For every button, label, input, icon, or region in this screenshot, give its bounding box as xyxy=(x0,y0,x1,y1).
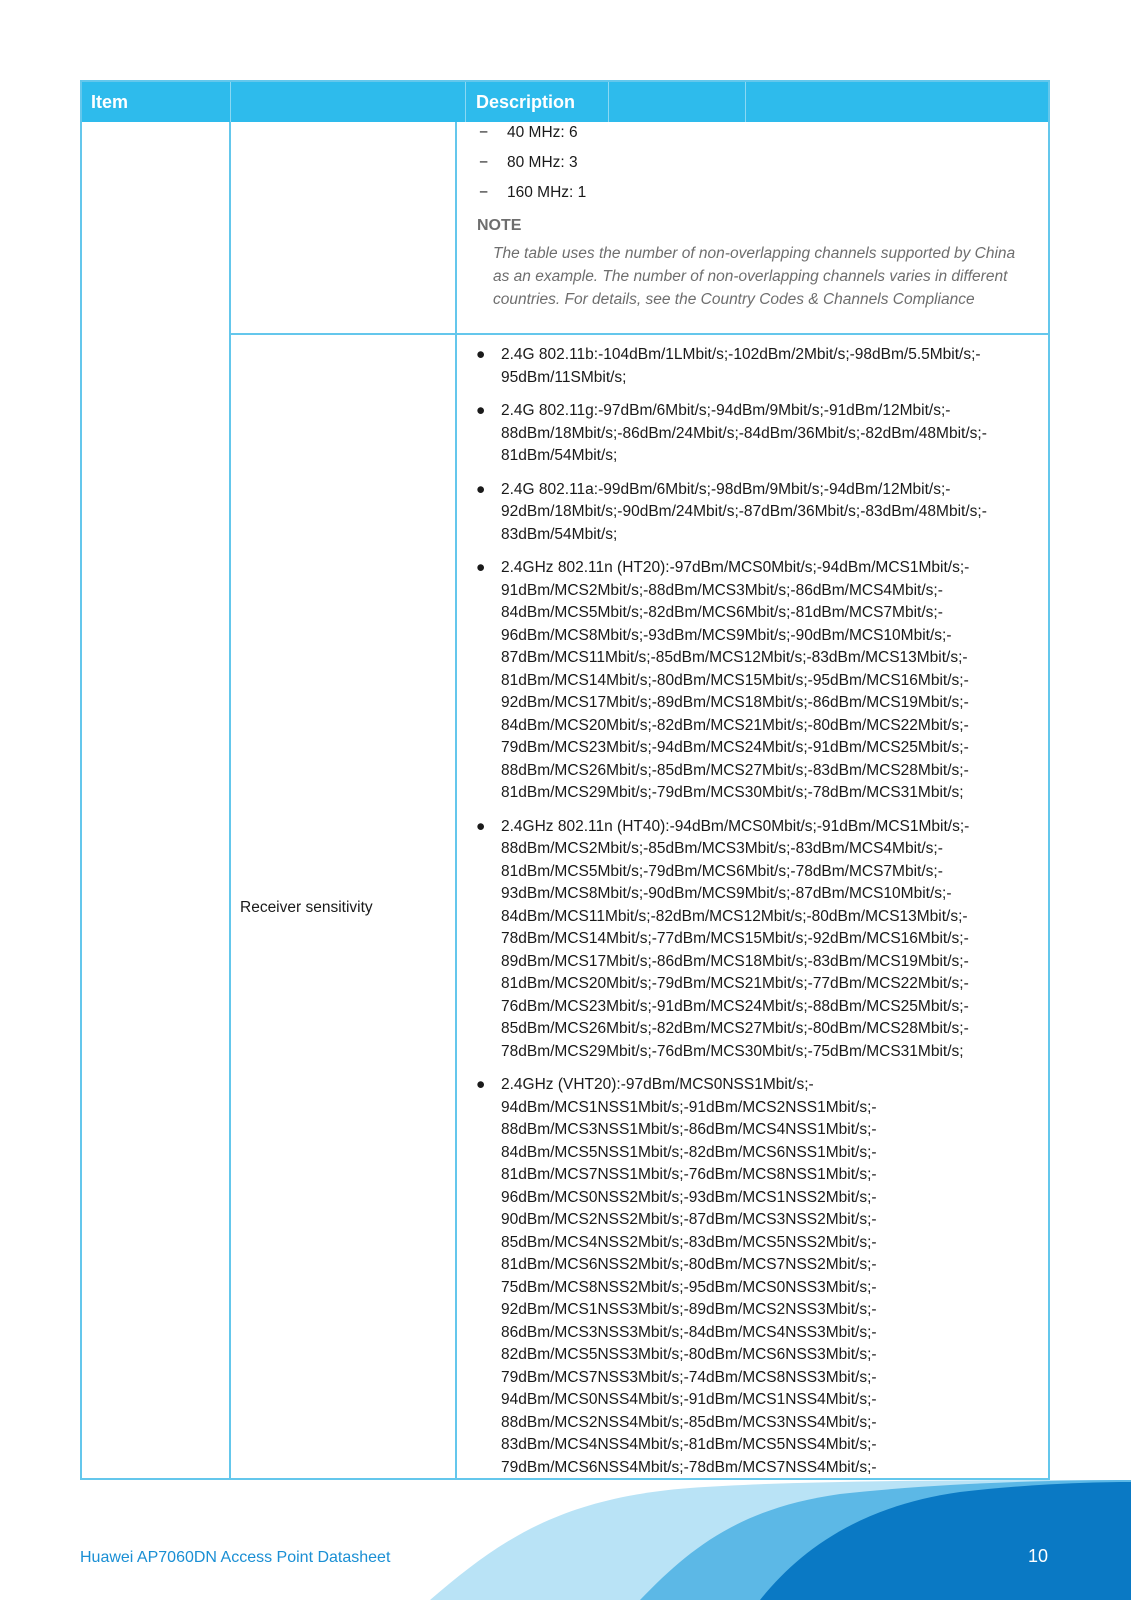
note-text: The table uses the number of non-overlapping channels supported by China as an example. The number of non-overlapping channels varies in different countries. For details, see the Country Codes & Channels Compliance xyxy=(493,245,1016,308)
sensitivity-line: 84dBm/MCS20Mbit/s;-82dBm/MCS21Mbit/s;-80dBm/MCS22Mbit/s;- xyxy=(501,716,969,734)
sensitivity-line: 83dBm/MCS4NSS4Mbit/s;-81dBm/MCS5NSS4Mbit/s;- xyxy=(501,1436,877,1453)
sensitivity-line: 88dBm/18Mbit/s;-86dBm/24Mbit/s;-84dBm/36Mbit/s;-82dBm/48Mbit/s;- xyxy=(501,424,987,442)
sensitivity-line: 86dBm/MCS3NSS3Mbit/s;-84dBm/MCS4NSS3Mbit/s;- xyxy=(501,1323,877,1341)
bullet-marker: ● xyxy=(476,1076,486,1093)
header-divider xyxy=(465,82,466,122)
header-item: Item xyxy=(91,92,129,112)
sensitivity-line: 82dBm/MCS5NSS3Mbit/s;-80dBm/MCS6NSS3Mbit/s;- xyxy=(501,1346,877,1363)
header-divider xyxy=(745,82,746,122)
sensitivity-line: 79dBm/MCS23Mbit/s;-94dBm/MCS24Mbit/s;-91dBm/MCS25Mbit/s;- xyxy=(501,739,969,756)
sensitivity-line: 89dBm/MCS17Mbit/s;-86dBm/MCS18Mbit/s;-83dBm/MCS19Mbit/s;- xyxy=(501,952,969,970)
sensitivity-line: 96dBm/MCS8Mbit/s;-93dBm/MCS9Mbit/s;-90dBm/MCS10Mbit/s;- xyxy=(501,626,952,644)
footer-wave-graphic xyxy=(0,1480,1131,1600)
bullet-marker: ● xyxy=(476,480,486,498)
sensitivity-line: 2.4GHz 802.11n (HT20):-97dBm/MCS0Mbit/s;-94dBm/MCS1Mbit/s;- xyxy=(501,559,970,576)
list-item xyxy=(465,557,1040,805)
sensitivity-line: 95dBm/11SMbit/s; xyxy=(501,368,627,386)
bullet-marker: ● xyxy=(476,817,486,835)
list-item xyxy=(465,1074,1040,1479)
sensitivity-line: 94dBm/MCS0NSS4Mbit/s;-91dBm/MCS1NSS4Mbit/s;- xyxy=(501,1391,877,1408)
dash-marker: − xyxy=(479,184,489,201)
receiver-sensitivity-label: Receiver sensitivity xyxy=(240,899,373,916)
dash-marker: − xyxy=(479,154,489,171)
header-divider xyxy=(608,82,609,122)
sensitivity-line: 81dBm/MCS14Mbit/s;-80dBm/MCS15Mbit/s;-95dBm/MCS16Mbit/s;- xyxy=(501,671,969,689)
sensitivity-line: 88dBm/MCS2NSS4Mbit/s;-85dBm/MCS3NSS4Mbit/s;- xyxy=(501,1413,877,1431)
sensitivity-line: 81dBm/54Mbit/s; xyxy=(501,447,618,464)
page-number: 10 xyxy=(1028,1546,1049,1566)
sensitivity-line: 81dBm/MCS5Mbit/s;-79dBm/MCS6Mbit/s;-78dBm/MCS7Mbit/s;- xyxy=(501,862,943,880)
bullet-marker: ● xyxy=(476,346,486,363)
list-item xyxy=(465,816,1040,1064)
sensitivity-line: 84dBm/MCS11Mbit/s;-82dBm/MCS12Mbit/s;-80dBm/MCS13Mbit/s;- xyxy=(501,907,968,925)
sensitivity-line: 84dBm/MCS5NSS1Mbit/s;-82dBm/MCS6NSS1Mbit/s;- xyxy=(501,1143,877,1161)
sensitivity-line: 78dBm/MCS14Mbit/s;-77dBm/MCS15Mbit/s;-92dBm/MCS16Mbit/s;- xyxy=(501,930,969,947)
sensitivity-line: 87dBm/MCS11Mbit/s;-85dBm/MCS12Mbit/s;-83dBm/MCS13Mbit/s;- xyxy=(501,649,968,666)
footer-title: Huawei AP7060DN Access Point Datasheet xyxy=(80,1549,391,1566)
sensitivity-line: 2.4GHz (VHT20):-97dBm/MCS0NSS1Mbit/s;- xyxy=(501,1076,814,1093)
table-header xyxy=(82,82,1048,122)
note-label: NOTE xyxy=(477,217,522,234)
sensitivity-line: 88dBm/MCS3NSS1Mbit/s;-86dBm/MCS4NSS1Mbit/s;- xyxy=(501,1121,877,1138)
sensitivity-line: 81dBm/MCS7NSS1Mbit/s;-76dBm/MCS8NSS1Mbit/s;- xyxy=(501,1166,877,1183)
column-divider xyxy=(455,122,457,1478)
sensitivity-line: 96dBm/MCS0NSS2Mbit/s;-93dBm/MCS1NSS2Mbit/s;- xyxy=(501,1188,877,1206)
bullet-marker: ● xyxy=(476,559,486,576)
list-item xyxy=(465,400,1040,468)
receiver-sensitivity-list xyxy=(465,344,1040,1490)
sensitivity-line: 79dBm/MCS6NSS4Mbit/s;-78dBm/MCS7NSS4Mbit/s;- xyxy=(501,1458,877,1476)
sensitivity-line: 91dBm/MCS2Mbit/s;-88dBm/MCS3Mbit/s;-86dBm/MCS4Mbit/s;- xyxy=(501,581,943,599)
sensitivity-line: 79dBm/MCS7NSS3Mbit/s;-74dBm/MCS8NSS3Mbit/s;- xyxy=(501,1368,877,1386)
channels-cell: − 40 MHz: 6 − 80 MHz: 3 − 160 MHz: 1 NOTE The table uses the number of non-overlapping channels supported by China as an example. The number of non-overlapping channels varies in different countries. For details, see the Country Codes & Channels Compliance xyxy=(465,122,1040,338)
sensitivity-line: 85dBm/MCS26Mbit/s;-82dBm/MCS27Mbit/s;-80dBm/MCS28Mbit/s;- xyxy=(501,1020,969,1037)
sensitivity-line: 92dBm/MCS1NSS3Mbit/s;-89dBm/MCS2NSS3Mbit/s;- xyxy=(501,1301,877,1318)
spec-table xyxy=(80,80,1050,1480)
column-divider xyxy=(229,122,231,1478)
sensitivity-line: 81dBm/MCS20Mbit/s;-79dBm/MCS21Mbit/s;-77dBm/MCS22Mbit/s;- xyxy=(501,975,969,992)
sensitivity-line: 85dBm/MCS4NSS2Mbit/s;-83dBm/MCS5NSS2Mbit/s;- xyxy=(501,1233,877,1251)
sensitivity-line: 2.4GHz 802.11n (HT40):-94dBm/MCS0Mbit/s;-91dBm/MCS1Mbit/s;- xyxy=(501,817,970,835)
bullet-marker: ● xyxy=(476,402,486,419)
sensitivity-line: 90dBm/MCS2NSS2Mbit/s;-87dBm/MCS3NSS2Mbit/s;- xyxy=(501,1211,877,1228)
sensitivity-line: 83dBm/54Mbit/s; xyxy=(501,525,618,543)
list-item xyxy=(465,479,1040,547)
sensitivity-line: 2.4G 802.11b:-104dBm/1LMbit/s;-102dBm/2Mbit/s;-98dBm/5.5Mbit/s;- xyxy=(501,346,981,363)
sensitivity-line: 94dBm/MCS1NSS1Mbit/s;-91dBm/MCS2NSS1Mbit/s;- xyxy=(501,1098,877,1116)
header-description: Description xyxy=(476,92,576,112)
sensitivity-line: 93dBm/MCS8Mbit/s;-90dBm/MCS9Mbit/s;-87dBm/MCS10Mbit/s;- xyxy=(501,885,952,902)
sensitivity-line: 81dBm/MCS6NSS2Mbit/s;-80dBm/MCS7NSS2Mbit/s;- xyxy=(501,1256,877,1273)
sensitivity-line: 92dBm/18Mbit/s;-90dBm/24Mbit/s;-87dBm/36Mbit/s;-83dBm/48Mbit/s;- xyxy=(501,503,987,520)
header-divider xyxy=(230,82,231,122)
sensitivity-line: 81dBm/MCS29Mbit/s;-79dBm/MCS30Mbit/s;-78dBm/MCS31Mbit/s; xyxy=(501,784,964,801)
sensitivity-line: 2.4G 802.11a:-99dBm/6Mbit/s;-98dBm/9Mbit/s;-94dBm/12Mbit/s;- xyxy=(501,480,951,498)
sensitivity-line: 88dBm/MCS26Mbit/s;-85dBm/MCS27Mbit/s;-83dBm/MCS28Mbit/s;- xyxy=(501,761,969,779)
sensitivity-line: 76dBm/MCS23Mbit/s;-91dBm/MCS24Mbit/s;-88dBm/MCS25Mbit/s;- xyxy=(501,997,969,1015)
list-item xyxy=(465,344,1040,389)
sensitivity-line: 75dBm/MCS8NSS2Mbit/s;-95dBm/MCS0NSS3Mbit/s;- xyxy=(501,1278,877,1296)
sensitivity-line: 92dBm/MCS17Mbit/s;-89dBm/MCS18Mbit/s;-86dBm/MCS19Mbit/s;- xyxy=(501,694,969,711)
sensitivity-line: 78dBm/MCS29Mbit/s;-76dBm/MCS30Mbit/s;-75dBm/MCS31Mbit/s; xyxy=(501,1042,964,1060)
dash-marker: − xyxy=(479,124,489,141)
sensitivity-line: 88dBm/MCS2Mbit/s;-85dBm/MCS3Mbit/s;-83dBm/MCS4Mbit/s;- xyxy=(501,840,943,857)
sensitivity-line: 2.4G 802.11g:-97dBm/6Mbit/s;-94dBm/9Mbit/s;-91dBm/12Mbit/s;- xyxy=(501,402,951,419)
sensitivity-line: 84dBm/MCS5Mbit/s;-82dBm/MCS6Mbit/s;-81dBm/MCS7Mbit/s;- xyxy=(501,604,943,621)
